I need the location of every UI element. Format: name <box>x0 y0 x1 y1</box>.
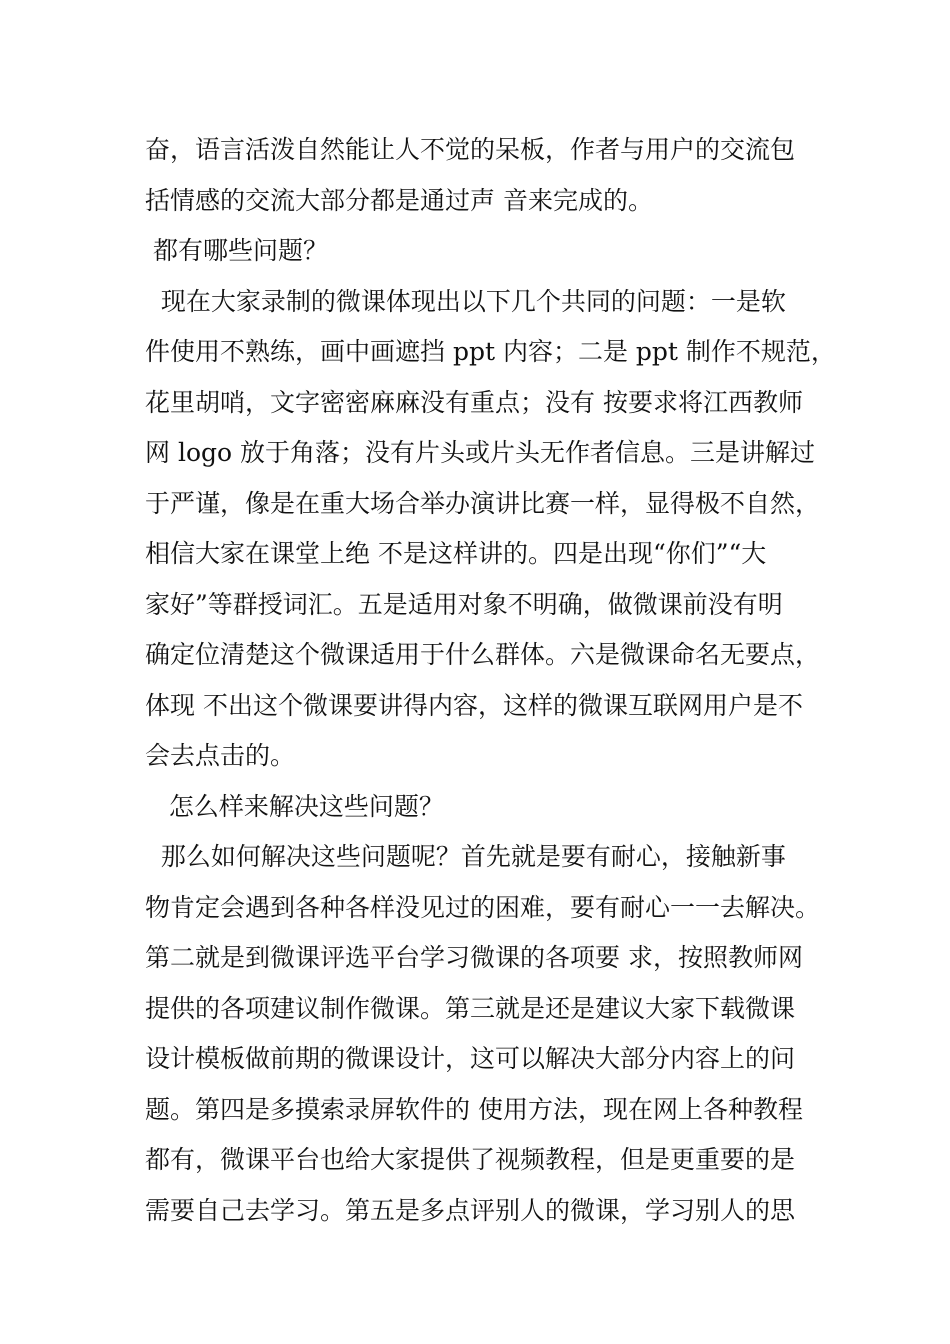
text-line-21: 都有，微课平台也给大家提供了视频教程，但是更重要的是 <box>145 1145 796 1174</box>
text-line-8: 于严谨，像是在重大场合举办演讲比赛一样，显得极不自然， <box>145 488 821 518</box>
text-line-13: 会去点击的。 <box>145 741 296 770</box>
text-line-11: 确定位清楚这个微课适用于什么群体。六是微课命名无要点， <box>145 640 821 669</box>
text-line-6: 花里胡哨，文字密密麻麻没有重点；没有 按要求将江西教师 <box>145 387 803 417</box>
text-line-19: 设计模板做前期的微课设计，这可以解决大部分内容上的问 <box>145 1044 796 1073</box>
text-line-4: 现在大家录制的微课体现出以下几个共同的问题：一是软 <box>145 286 786 316</box>
text-line-12: 体现 不出这个微课要讲得内容，这样的微课互联网用户是不 <box>145 690 803 720</box>
text-line-18: 提供的各项建议制作微课。第三就是还是建议大家下载微课 <box>145 993 796 1023</box>
text-line-16: 物肯定会遇到各种各样没见过的困难，要有耐心一一去解决。 <box>145 892 821 922</box>
text-line-20: 题。第四是多摸索录屏软件的 使用方法，现在网上各种教程 <box>145 1094 803 1124</box>
text-line-15: 那么如何解决这些问题呢？首先就是要有耐心，接触新事 <box>145 842 786 871</box>
text-line-1: 奋，语言活泼自然能让人不觉的呆板，作者与用户的交流包 <box>145 135 796 164</box>
text-line-5: 件使用不熟练，画中画遮挡 ppt 内容；二是 ppt 制作不规范， <box>145 337 836 366</box>
text-line-2: 括情感的交流大部分都是通过声 音来完成的。 <box>145 185 653 215</box>
text-line-17: 第二就是到微课评选平台学习微课的各项要 求，按照教师网 <box>145 943 803 972</box>
text-line-10: 家好”等群授词汇。五是适用对象不明确，做微课前没有明 <box>145 589 783 619</box>
text-line-9: 相信大家在课堂上绝 不是这样讲的。四是出现“你们”“大 <box>145 539 767 568</box>
section-heading-problems: 都有哪些问题？ <box>145 236 328 265</box>
text-line-7: 网 logo 放于角落；没有片头或片头无作者信息。三是讲解过 <box>145 438 815 467</box>
body-text <box>145 125 836 1236</box>
text-line-22: 需要自己去学习。第五是多点评别人的微课，学习别人的思 <box>145 1195 796 1225</box>
section-heading-solutions: 怎么样来解决这些问题？ <box>145 791 444 821</box>
